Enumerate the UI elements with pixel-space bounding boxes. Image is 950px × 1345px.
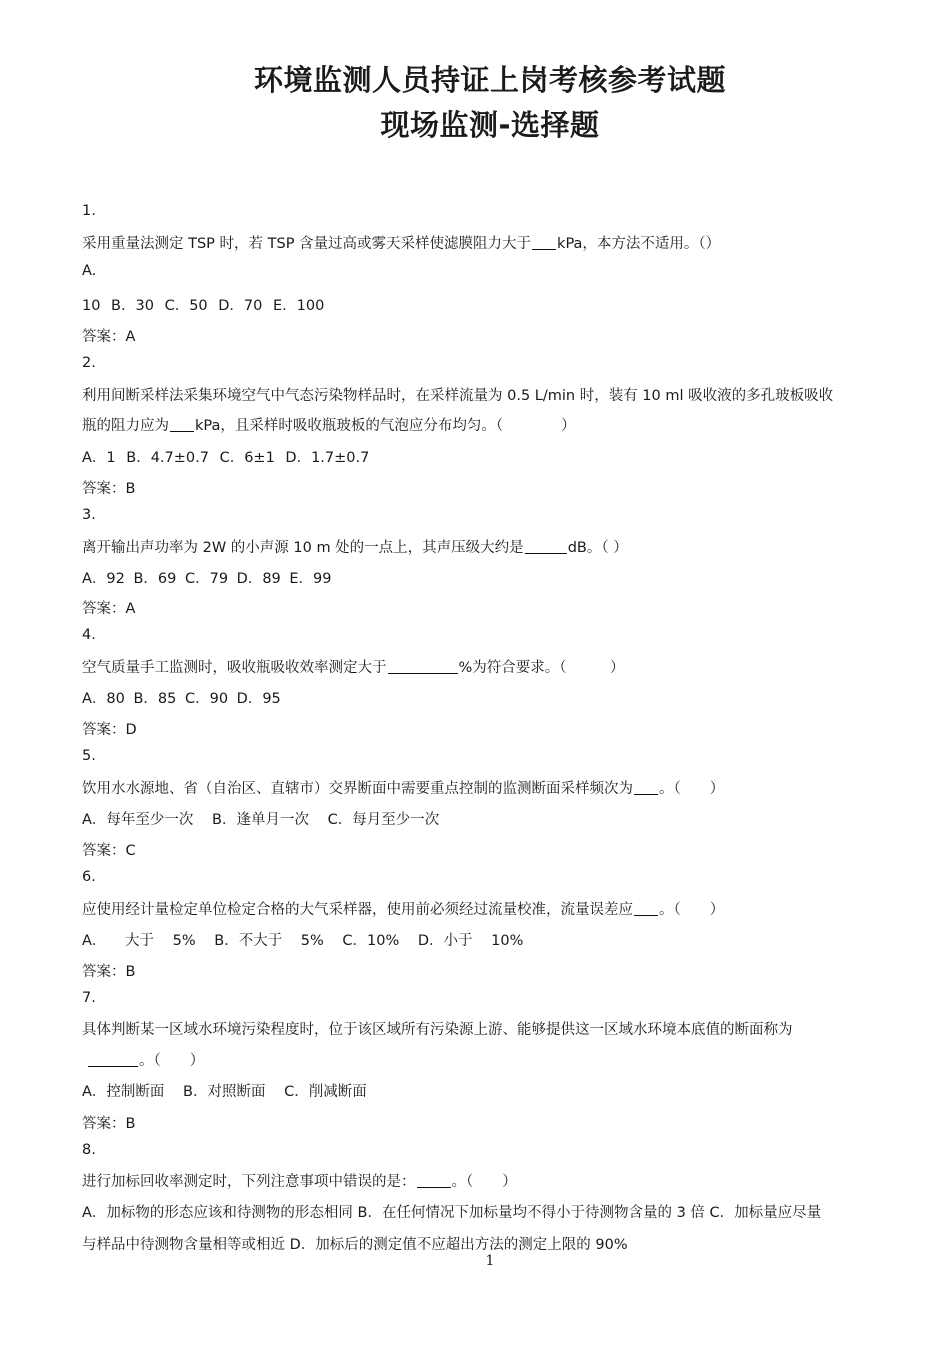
answer-blank	[634, 780, 658, 796]
question-number: 4.	[82, 627, 96, 643]
question-number: 8.	[82, 1142, 96, 1158]
question-answer: 答案：B	[82, 964, 136, 980]
question-options: A．1 B．4.7±0.7 C．6±1 D．1.7±0.7	[82, 450, 370, 466]
question-number: 3.	[82, 507, 96, 523]
question-stem: 具体判断某一区域水环境污染程度时，位于该区域所有污染源上游、能够提供这一区域水环境本底值的断面称为	[82, 1022, 793, 1038]
question-answer: 答案：B	[82, 1116, 136, 1132]
question-answer: 答案：A	[82, 329, 136, 345]
question-options: A．80 B．85 C．90 D．95	[82, 691, 281, 707]
question-options: A．92 B．69 C．79 D．89 E．99	[82, 571, 332, 587]
question-number: 5.	[82, 748, 96, 764]
question-number: 2.	[82, 355, 96, 371]
document-subtitle: 现场监测-选择题	[380, 108, 600, 142]
question-stem: 应使用经计量检定单位检定合格的大气采样器，使用前必须经过流量校准，流量误差应 。（ ）	[82, 902, 725, 918]
answer-blank	[417, 1173, 451, 1189]
question-number: 1.	[82, 203, 96, 219]
question-stem: 瓶的阻力应为 kPa，且采样时吸收瓶玻板的气泡应分布均匀。（ ）	[82, 418, 576, 434]
question-answer: 答案：C	[82, 843, 136, 859]
question-stem: 饮用水水源地、省（自治区、直辖市）交界断面中需要重点控制的监测断面采样频次为 。（ ）	[82, 781, 725, 797]
question-stem: 进行加标回收率测定时，下列注意事项中错误的是： 。（ ）	[82, 1174, 517, 1190]
question-stem: 利用间断采样法采集环境空气中气态污染物样品时，在采样流量为 0.5 L/min 时，装有 10 ml 吸收液的多孔玻板吸收	[82, 388, 834, 404]
answer-blank	[388, 659, 458, 675]
question-options: A.	[82, 263, 97, 279]
question-number: 6.	[82, 869, 96, 885]
question-options: A． 大于 5% B．不大于 5% C．10% D．小于 10%	[82, 933, 524, 949]
answer-blank	[532, 235, 556, 251]
question-stem: 离开输出声功率为 2W 的小声源 10 m 处的一点上，其声压级大约是 dB。（ ）	[82, 540, 628, 556]
document-title: 环境监测人员持证上岗考核参考试题	[253, 63, 726, 97]
question-options: A．控制断面 B．对照断面 C．削减断面	[82, 1084, 367, 1100]
question-number: 7.	[82, 990, 96, 1006]
answer-blank	[525, 539, 567, 555]
question-options: 与样品中待测物含量相等或相近 D．加标后的测定值不应超出方法的测定上限的 90%	[82, 1237, 628, 1253]
answer-blank	[170, 417, 194, 433]
question-answer: 答案：D	[82, 722, 137, 738]
question-options: A．每年至少一次 B．逢单月一次 C．每月至少一次	[82, 812, 440, 828]
question-stem: 。（ ）	[82, 1049, 902, 1070]
question-options: 10 B．30 C．50 D．70 E．100	[82, 298, 325, 314]
answer-blank	[88, 1052, 138, 1068]
question-answer: 答案：A	[82, 601, 136, 617]
question-answer: 答案：B	[82, 481, 136, 497]
question-stem: 采用重量法测定 TSP 时，若 TSP 含量过高或雾天采样使滤膜阻力大于 kPa，本方法不适用。（）	[82, 236, 721, 252]
question-stem: 空气质量手工监测时，吸收瓶吸收效率测定大于 %为符合要求。（ ）	[82, 660, 625, 676]
question-options: A．加标物的形态应该和待测物的形态相同 B．在任何情况下加标量均不得小于待测物含量的 3 倍 C．加标量应尽量	[82, 1205, 822, 1221]
page-number: 1	[485, 1253, 495, 1269]
answer-blank	[634, 901, 658, 917]
